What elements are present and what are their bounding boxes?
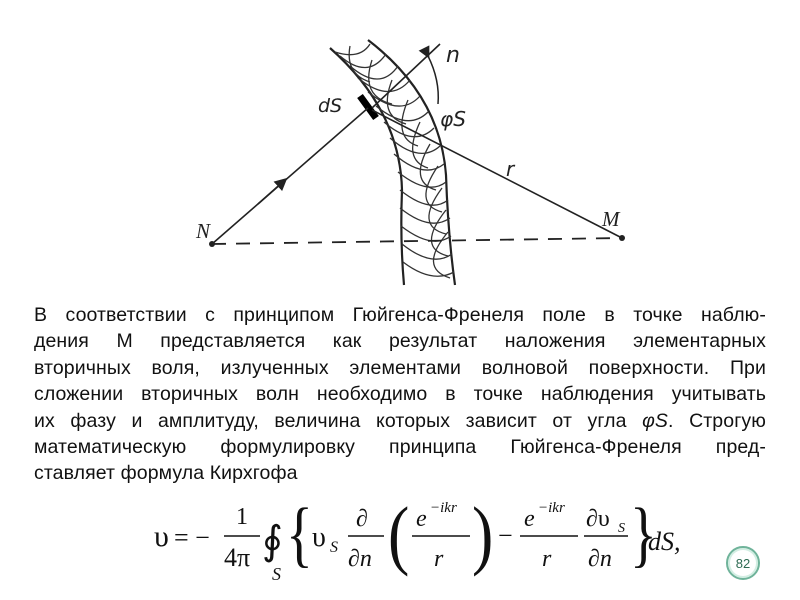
brace-open: { — [286, 494, 313, 576]
paragraph-line: дения М представляется как результат наложения элементарных — [34, 330, 766, 353]
frac1-numerator: 1 — [236, 504, 248, 530]
paragraph-line: В соответствии с принципом Гюйгенса-Френеля поле в точке наблю- — [34, 304, 766, 326]
upsilon-sub: S — [330, 539, 338, 556]
paragraph-line: ставляет формула Кирхгофа — [34, 462, 298, 485]
paragraph-line-text: их фазу и амплитуду, величина которых зависит от угла — [34, 409, 643, 432]
paragraph-line: вторичных воля, излученных элементами волновой поверхности. При — [34, 356, 766, 379]
ray-r — [372, 110, 622, 238]
frac1-denominator: 4π — [224, 543, 251, 572]
nm-dashed-line — [212, 238, 622, 244]
body-paragraph — [34, 302, 766, 487]
paren-open: ( — [388, 492, 410, 578]
paragraph-line: сложении вторичных волн необходимо в точке наблюдения учитывать — [34, 383, 766, 406]
contour-integral: ∮ — [262, 518, 283, 563]
exp-base-1: e — [416, 506, 427, 532]
label-phi-s: φS — [440, 107, 466, 131]
dupsilon-num: ∂υ — [586, 506, 610, 532]
brace-close: } — [630, 494, 657, 576]
normal-line — [372, 44, 440, 108]
exp-base-2: e — [524, 506, 535, 532]
r-den-2: r — [542, 546, 552, 572]
formula-eq: = − — [174, 523, 210, 552]
exp-sup-2: −ikr — [538, 500, 565, 516]
paragraph-line-tail: . Строгую — [668, 409, 766, 432]
label-point-m: M — [602, 207, 620, 231]
incident-ray — [212, 108, 368, 244]
label-r: r — [506, 157, 515, 181]
dn-den-2: ∂n — [588, 546, 612, 572]
incident-ray-arrow — [258, 180, 285, 204]
exp-sup-1: −ikr — [430, 500, 457, 516]
paragraph-line: математическую формулировку принципа Гюйгенса-Френеля пред- — [34, 436, 766, 459]
label-n-normal: n — [446, 43, 460, 68]
label-ds: dS — [318, 95, 343, 117]
angle-arc — [428, 56, 438, 104]
paragraph-line — [34, 408, 766, 434]
formula-lhs: υ — [154, 520, 169, 553]
r-den-1: r — [434, 546, 444, 572]
label-point-n: N — [196, 219, 211, 243]
partial-num: ∂ — [356, 506, 368, 532]
phi-s-symbol: φS — [642, 409, 669, 432]
page-number-badge — [726, 546, 760, 580]
dupsilon-sub: S — [618, 521, 625, 536]
paren-close: ) — [472, 492, 494, 578]
formula-tail: dS, — [648, 527, 681, 556]
integral-sub: S — [272, 564, 281, 584]
huygens-fresnel-diagram — [0, 0, 800, 290]
formula-minus: − — [498, 521, 513, 550]
upsilon-s: υ — [312, 522, 326, 553]
kirchhoff-formula — [150, 488, 681, 588]
point-m — [619, 235, 625, 241]
page-number: 82 — [735, 555, 751, 571]
partial-den: ∂n — [348, 546, 372, 572]
